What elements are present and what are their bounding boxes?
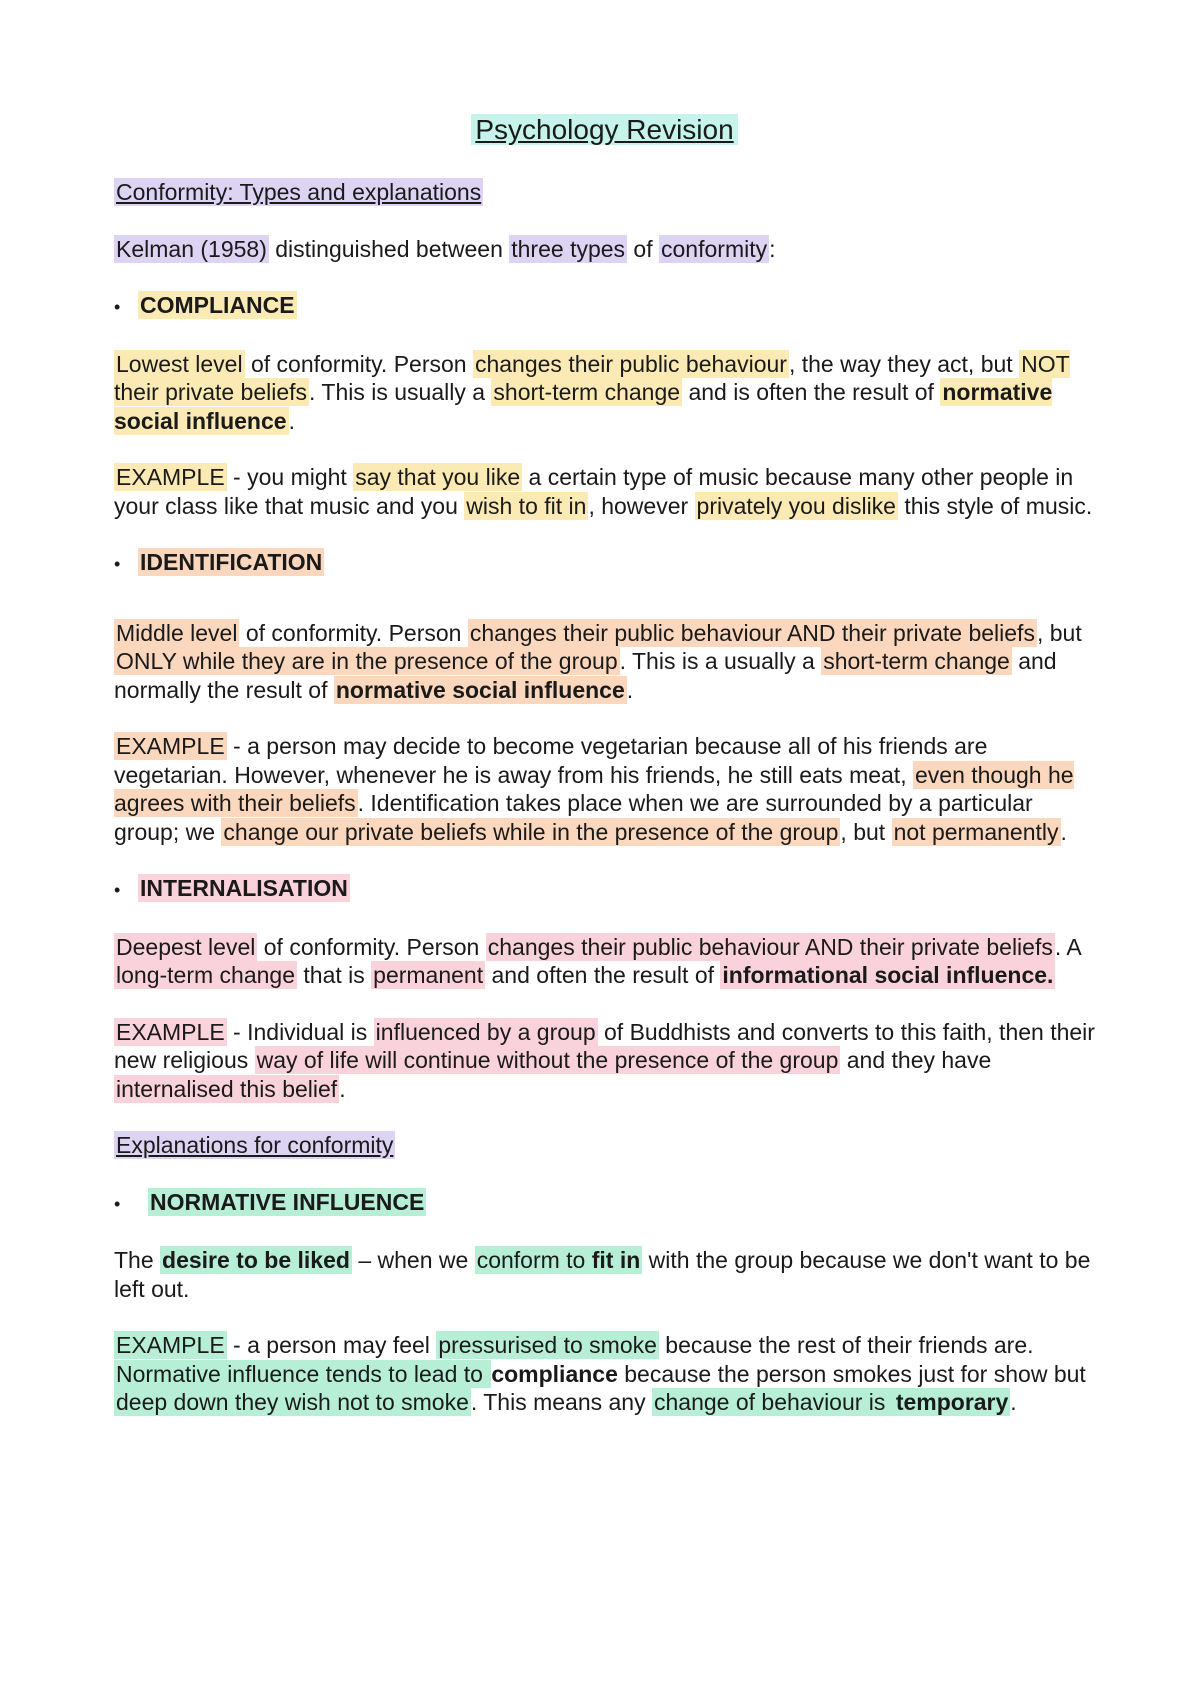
text: of: [627, 235, 660, 262]
hl: short-term change: [493, 379, 681, 405]
text: .: [626, 676, 634, 703]
compliance-example: [114, 463, 1095, 520]
hl: say that you like: [355, 464, 521, 490]
text: .: [1010, 1389, 1017, 1415]
hl: permanent: [373, 962, 484, 988]
identification-heading-text: IDENTIFICATION: [140, 549, 323, 575]
text: .: [288, 407, 295, 434]
compliance-paragraph: [114, 350, 1095, 436]
bullet-icon: •: [114, 1193, 121, 1214]
hl-three-types: three types: [511, 235, 626, 262]
identification-example: [114, 732, 1095, 846]
normative-paragraph: [114, 1246, 1095, 1303]
hl-bold: normative social influence: [114, 379, 1053, 434]
internalisation-paragraph: [114, 933, 1095, 990]
normative-heading: [114, 1188, 1095, 1219]
internalisation-example: [114, 1018, 1095, 1104]
hl: changes their public behaviour AND their private beliefs: [487, 933, 1053, 960]
text: .: [339, 1075, 346, 1102]
text: . Identification takes place when we are surrounded by a particular group; we: [114, 790, 1033, 845]
text: and often the result of: [485, 962, 721, 988]
hl: deep down they wish not to smoke: [116, 1389, 469, 1415]
text: conform to: [476, 1247, 592, 1273]
hl-bold: normative social influence: [335, 676, 625, 703]
hl: Lowest level: [116, 350, 243, 377]
hl: NOT their private beliefs: [114, 350, 1070, 405]
bold-text: fit in: [591, 1247, 641, 1273]
hl: Deepest level: [116, 933, 256, 960]
hl: pressurised to smoke: [438, 1332, 657, 1358]
text: .: [1060, 818, 1067, 845]
example-label: EXAMPLE: [116, 1332, 225, 1358]
text: of conformity. Person: [239, 619, 468, 646]
hl-conformity: conformity: [661, 235, 768, 262]
normative-example: [114, 1331, 1095, 1417]
text: because the rest of their friends are.: [658, 1332, 1034, 1358]
text: , however: [588, 492, 695, 519]
text: of Buddhists and converts to this faith, then their new religious: [114, 1018, 1095, 1073]
bullet-icon: •: [114, 554, 121, 574]
text: - a person may decide to become vegetarian because all of his friends are vegetarian. However, whenever he is away from his friends, he still eats meat,: [114, 733, 988, 788]
identification-heading: [114, 548, 1095, 579]
text: . This is usually a: [309, 379, 492, 405]
bullet-icon: •: [114, 297, 121, 317]
hl: privately you dislike: [696, 492, 896, 519]
text: and they have: [840, 1047, 992, 1073]
hl: [475, 1246, 643, 1274]
page-title: Psychology Revision: [471, 114, 737, 145]
text: that is: [297, 962, 372, 988]
intro-paragraph: [114, 235, 1095, 264]
hl: change our private beliefs while in the presence of the group: [223, 818, 839, 845]
hl: not permanently: [893, 818, 1059, 845]
text: - Individual is: [226, 1018, 374, 1045]
hl-bold: informational social influence.: [722, 962, 1054, 988]
hl: internalised this belief: [116, 1075, 338, 1102]
hl-bold: temporary: [895, 1389, 1009, 1415]
hl-bold: desire to be liked: [162, 1247, 350, 1273]
hl: change of behaviour is: [653, 1389, 892, 1415]
text: because the person smokes just for show but: [617, 1360, 1086, 1387]
text: - a person may feel: [226, 1332, 437, 1358]
hl: short-term change: [823, 648, 1010, 674]
hl: Normative influence tends to lead to: [116, 1360, 490, 1387]
section-heading-conformity: [114, 178, 1095, 207]
section-heading-explanations: [114, 1131, 1095, 1160]
section-heading-text: Conformity: Types and explanations: [116, 179, 482, 205]
section-heading-text: Explanations for conformity: [116, 1132, 394, 1158]
example-label: EXAMPLE: [116, 733, 225, 759]
example-label: EXAMPLE: [116, 1018, 225, 1045]
text: , the way they act, but: [788, 350, 1020, 377]
bold-text: compliance: [491, 1360, 618, 1387]
hl: changes their public behaviour: [474, 350, 787, 377]
identification-paragraph: [114, 619, 1095, 705]
bullet-icon: •: [114, 880, 121, 900]
text: and is often the result of: [682, 379, 941, 405]
internalisation-heading: [114, 874, 1095, 905]
normative-heading-text: NORMATIVE INFLUENCE: [150, 1188, 425, 1215]
internalisation-heading-text: INTERNALISATION: [140, 875, 348, 901]
text: . This is a usually a: [619, 648, 822, 674]
hl: Middle level: [116, 619, 238, 646]
hl: influenced by a group: [375, 1018, 596, 1045]
text: a certain type of music because many other people in your class like that music and you: [114, 464, 1074, 519]
text: . This means any: [470, 1389, 652, 1415]
hl-kelman: Kelman (1958): [116, 235, 267, 262]
text: – when we: [351, 1247, 475, 1273]
text: and normally the result of: [114, 648, 1057, 703]
compliance-heading-text: COMPLIANCE: [140, 292, 295, 318]
hl: changes their public behaviour AND their private beliefs: [469, 619, 1035, 646]
text: of conformity. Person: [257, 933, 486, 960]
text: - you might: [226, 464, 354, 490]
text: , but: [840, 818, 892, 845]
text: :: [769, 235, 776, 262]
hl: way of life will continue without the presence of the group: [256, 1047, 839, 1073]
text: The: [114, 1247, 161, 1273]
text: of conformity. Person: [244, 350, 473, 377]
text: this style of music.: [897, 492, 1093, 519]
hl: long-term change: [116, 962, 295, 988]
text: . A: [1054, 933, 1081, 960]
text: , but: [1036, 619, 1082, 646]
hl: even though he agrees with their beliefs: [114, 761, 1074, 816]
hl: ONLY while they are in the presence of the group: [116, 648, 618, 674]
text: distinguished between: [268, 235, 510, 262]
text: with the group because we don't want to be left out.: [114, 1247, 1091, 1302]
compliance-heading: [114, 291, 1095, 322]
title-row: [114, 112, 1095, 148]
example-label: EXAMPLE: [116, 464, 225, 490]
hl: wish to fit in: [466, 492, 587, 519]
